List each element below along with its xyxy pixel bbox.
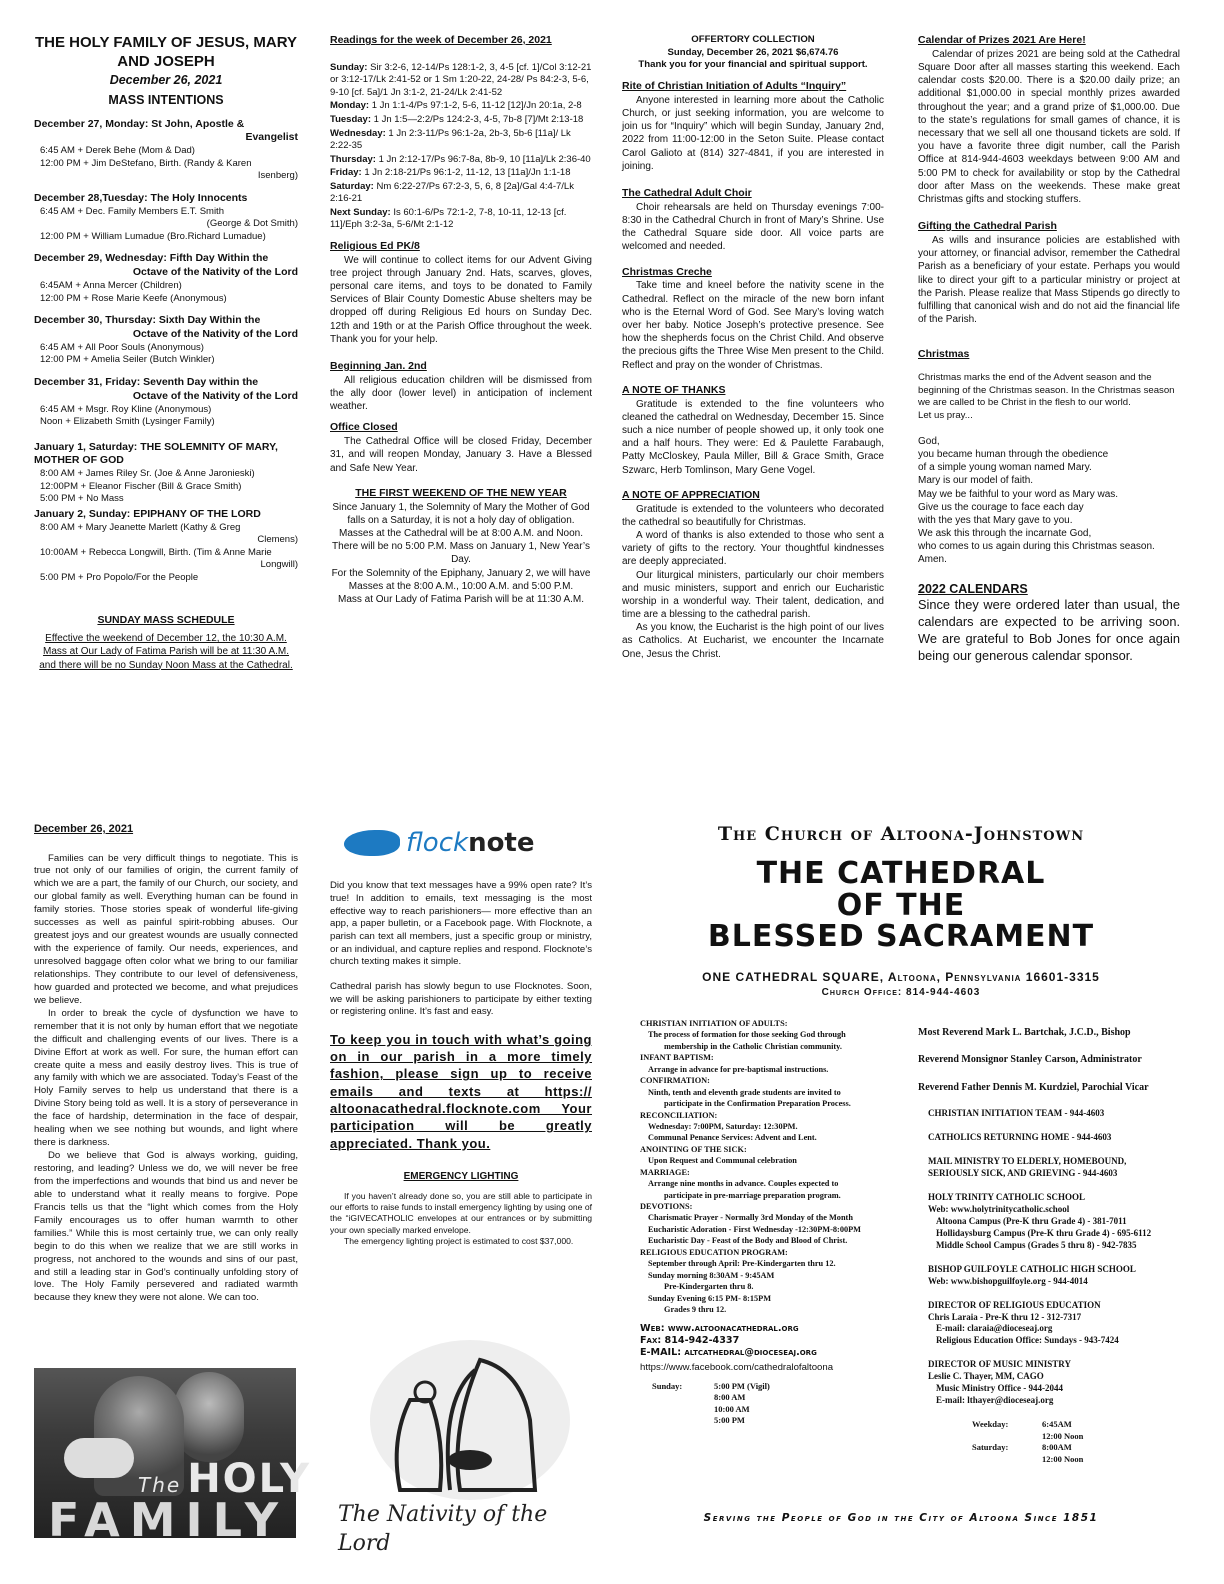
relig-ed-body: We will continue to collect items for our Advent Giving tree project through January 2nd. Hats, scarves, gloves, personal care items, and toys to be donated to Family Services of Blair County Domestic Abuse shelters may be dropped off during Religious Ed hours on Sunday Dec. 12th and 19th or at the Parish Office throughout the week. Thank you for your help.: [330, 254, 592, 345]
reading-row: [330, 207, 592, 232]
nativity-figures-icon: [330, 1340, 592, 1500]
reading-day: Next Sunday:: [330, 206, 391, 218]
mass-intention-donor: Isenberg): [257, 170, 298, 182]
office-closed-heading: Office Closed: [330, 421, 398, 434]
reading-row: [330, 181, 592, 206]
sacrament-line: Arrange in advance for pre-baptismal instructions.: [648, 1064, 829, 1074]
offertory-amount: Sunday, December 26, 2021 $6,674.76: [667, 46, 839, 58]
mass-intention-donor: Clemens): [257, 534, 298, 546]
mass-intention-donor: (George & Dot Smith): [206, 218, 298, 230]
prayer-line: God,: [918, 435, 940, 447]
sacrament-line: Grades 9 thru 12.: [664, 1304, 727, 1314]
church-office-phone: Church Office: 814-944-4603: [821, 987, 981, 998]
reading-row: [330, 154, 592, 167]
mass-intention-text: 10:00AM + Rebecca Longwill, Birth. (Tim & Anne Marie: [40, 546, 272, 558]
staff-line: Leslie C. Thayer, MM, CAGO: [928, 1371, 1044, 1382]
sacrament-line: Pre-Kindergarten thru 8.: [664, 1282, 754, 1292]
sacrament-line: Sunday Evening 6:15 PM- 8:15PM: [648, 1293, 772, 1303]
mass-intention-text: 6:45 AM + Dec. Family Members E.T. Smith: [40, 205, 224, 217]
staff-line: SERIOUSLY SICK, AND GRIEVING - 944-4603: [928, 1167, 1118, 1178]
mass-intention-donor: Longwill): [260, 559, 298, 571]
reading-day: Thursday:: [330, 153, 376, 165]
reflection-paragraph: Families can be very difficult things to negotiate. This is true not only of our families of origin, the current family of which we are a part, the family of our Church, our society, and our global family as well. Everything human can be found in family stories. Those stories speak of wonderful life-giving successes as well as painful spirit-robbing abuses. Our greatest joys and our greatest wounds are usually connected with the experience of family. Our needs, experiences, and unresolved baggage often color what we bring to our familiar relationships. They contribute to our level of defensiveness, how guarded and protected we become, and what prejudices we believe.: [34, 852, 298, 1006]
first-weekend-heading: THE FIRST WEEKEND OF THE NEW YEAR: [355, 486, 567, 499]
staff-line: Hollidaysburg Campus (Pre-K thru Grade 4) - 695-6112: [936, 1227, 1152, 1238]
mass-intention-row: [34, 354, 298, 367]
mass-intention-text: 12:00PM + Eleanor Fischer (Bill & Grace Smith): [40, 480, 242, 492]
staff-line: HOLY TRINITY CATHOLIC SCHOOL: [928, 1191, 1085, 1202]
mass-intention-row: [34, 522, 298, 547]
first-weekend-body: Since January 1, the Solemnity of Mary the Mother of God falls on a Saturday, it is not a holy day of obligation. Masses at the Cathedral will be at 8:00 A.M. and Noon. There will be no 5:00 P.M. Mass on January 1, New Year’s Day.: [332, 501, 590, 566]
appreciation-body-4: As you know, the Eucharist is the high point of our lives as Catholics. At Eucharist, we encounter the Incarnate One, Jesus the Christ.: [622, 622, 884, 660]
offertory-title: OFFERTORY COLLECTION: [691, 34, 815, 45]
reading-day: Monday:: [330, 100, 370, 112]
staff-group: [918, 1300, 1180, 1348]
bishop: Most Reverend Mark L. Bartchak, J.C.D., Bishop: [918, 1027, 1131, 1038]
facebook-link[interactable]: https://www.facebook.com/cathedralofaltoona: [640, 1362, 834, 1374]
sacrament-line: ANOINTING OF THE SICK:: [640, 1144, 747, 1154]
sacrament-line: MARRIAGE:: [640, 1167, 690, 1177]
thanks-heading: A NOTE OF THANKS: [622, 383, 726, 396]
offertory-thanks: Thank you for your financial and spiritual support.: [638, 59, 868, 71]
emergency-lighting-body-2: The emergency lighting project is estimated to cost $37,000.: [344, 1235, 574, 1246]
contact-block: [640, 1323, 910, 1359]
prayer-line: We ask this through the incarnate God,: [918, 528, 1092, 540]
staff-line: Religious Education Office: Sundays - 943-7424: [936, 1335, 1119, 1346]
reading-citations: Nm 6:22-27/Ps 67:2-3, 5, 6, 8 [2a]/Gal 4:4-7/Lk 2:16-21: [330, 180, 574, 205]
mass-intention-text: 6:45 AM + Msgr. Roy Kline (Anonymous): [40, 403, 212, 415]
holy-family-image: [34, 1368, 311, 1547]
reflection-paragraph: In order to break the cycle of dysfunction we have to remember that it is not only by human effort that we negotiate the difficult and challenging events of our lives. There is a Divine Effort at work as well. For sure, the human effort can create quite a mess and easily destroy lives. This is true of any family with which we are associated. Today’s Feast of the Holy Family serves to help us understand that there is a Divine Story being told as well. It is a story of perseverance in the face of hardship, determination in the face of despair, healing when we see nothing but wounds, and light where there is darkness.: [34, 1007, 298, 1149]
reading-day: Friday:: [330, 167, 362, 179]
administrator: Reverend Monsignor Stanley Carson, Administrator: [918, 1054, 1142, 1066]
mass-intentions-heading: MASS INTENTIONS: [108, 93, 224, 107]
mass-intention-text: 5:00 PM + Pro Popolo/For the People: [40, 571, 199, 583]
sacrament-line: RELIGIOUS EDUCATION PROGRAM:: [640, 1247, 788, 1257]
jan2-heading: January 2, Sunday: EPIPHANY OF THE LORD: [34, 507, 261, 520]
cathedral-title: THE CATHEDRAL OF THE BLESSED SACRAMENT: [707, 856, 1095, 954]
mass-intention-text: 12:00 PM + Jim DeStefano, Birth. (Randy & Karen: [40, 157, 252, 169]
mass-intention-text: 12:00 PM + Amelia Seiler (Butch Winkler): [40, 354, 215, 366]
reading-day: Tuesday:: [330, 113, 372, 125]
readings-list: [330, 62, 592, 232]
staff-line: CHRISTIAN INITIATION TEAM - 944-4603: [928, 1107, 1105, 1118]
mass-intention-row: [34, 231, 298, 244]
prizes-body: Calendar of prizes 2021 are being sold at the Cathedral Square Door after all masses starting this weekend. Each calendar costs $20.00. There is a $20.00 daily prize; an additional $1,000.00 in special monthly prizes awarded throughout the year; and a grand prize of $1,000.00. Due to the state’s regulations for small games of chance, it is necessary that we sell all one thousand tickets are sold. If you have a favorite three digit number, call the Parish Office at 814-944-4603 weekdays between 9:00 AM and 5:00 PM to check for availability or stop by the Cathedral door after Mass on the weekends. These make great Christmas gifts and stocking stuffers.: [918, 48, 1180, 205]
choir-body: Choir rehearsals are held on Thursday evenings 7:00-8:30 in the Cathedral Church in front of Mary’s Shrine. Use the Cathedral Square side door. All voice parts are welcomed and needed.: [622, 201, 884, 253]
prizes-heading: Calendar of Prizes 2021 Are Here!: [918, 34, 1086, 46]
mass-intention-text: 12:00 PM + William Lumadue (Bro.Richard Lumadue): [40, 230, 266, 242]
sunday-schedule-heading: SUNDAY MASS SCHEDULE: [97, 614, 235, 627]
reflection-date: December 26, 2021: [34, 823, 134, 835]
jan1-heading: January 1, Saturday: THE SOLEMNITY OF MARY, MOTHER OF GOD: [34, 440, 278, 467]
reflection-body: [34, 853, 298, 1306]
reading-row: [330, 114, 592, 127]
prayer-line: of a simple young woman named Mary.: [918, 462, 1092, 474]
child-figure: [64, 1438, 134, 1478]
sunday-masses: Sunday: 5:00 PM (Vigil) 8:00 AM 10:00 AM 5:00 PM: [640, 1381, 910, 1427]
rcia-heading: Rite of Christian Initiation of Adults “Inquiry”: [622, 79, 847, 92]
mass-intention-text: 8:00 AM + James Riley Sr. (Joe & Anne Jaronieski): [40, 468, 255, 480]
sacrament-line: Charismatic Prayer - Normally 3rd Monday of the Month: [648, 1213, 853, 1223]
sacrament-line: Ninth, tenth and eleventh grade students are invited to: [648, 1087, 841, 1097]
mass-intention-text: 12:00 PM + Rose Marie Keefe (Anonymous): [40, 292, 227, 304]
staff-line: Music Ministry Office - 944-2044: [936, 1383, 1063, 1394]
staff-group: [918, 1108, 1180, 1120]
staff-directory: [918, 1026, 1180, 1465]
mass-intention-row: [34, 145, 298, 158]
sacrament-line: Upon Request and Communal celebration: [648, 1156, 797, 1166]
mass-intention-row: [34, 481, 298, 494]
announcements-column: [622, 34, 884, 774]
day-heading-text: December 31, Friday: Seventh Day within the: [34, 375, 259, 388]
day-heading-subtitle: Octave of the Nativity of the Lord: [132, 266, 298, 279]
day-heading-subtitle: Evangelist: [245, 131, 298, 144]
nativity-tagline: The Nativity of the Lord: [338, 1502, 548, 1557]
rcia-body: Anyone interested in learning more about the Catholic Church, or just seeking information, you are welcome to join us for “Inquiry” which will begin Sunday, January 2nd, 2022 from 11:00-12:00 in the Seton Suite. Please contact Carol Galioto at (814) 327-4841, if you are interested in joining.: [622, 94, 884, 172]
feast-date: December 26, 2021: [109, 72, 223, 87]
sacrament-line: CONFIRMATION:: [640, 1076, 710, 1086]
mass-intention-text: 6:45 AM + Derek Behe (Mom & Dad): [40, 145, 195, 157]
reading-row: [330, 62, 592, 100]
staff-group: [918, 1359, 1180, 1407]
emergency-lighting-body-1: If you haven’t already done so, you are still able to participate in our efforts to raise funds to install emergency lighting by using one of the “iGIVECATHOLIC envelopes at our entrances or by submitting your own specially marked envelope.: [330, 1191, 592, 1235]
serving-tagline: Serving the People of God in the City of Altoona Since 1851: [703, 1512, 1099, 1524]
calendars-heading: 2022 CALENDARS: [918, 581, 1028, 596]
mass-intention-text: 8:00 AM + Mary Jeanette Marlett (Kathy & Greg: [40, 521, 241, 533]
reading-day: Saturday:: [330, 180, 374, 192]
mass-intention-day-heading: [34, 118, 298, 146]
reading-citations: Sir 3:2-6, 12-14/Ps 128:1-2, 3, 4-5 [cf. 1]/Col 3:12-21 or 3:12-17/Lk 2:41-52 or 1 Sm 1:20-22, 24-28/ Ps 84:2-3, 5-6, 9-10 [cf. 5a]/1 Jn 3:1-2, 21-24/Lk 2:41-52: [330, 61, 592, 98]
mass-intention-text: Noon + Elizabeth Smith (Lysinger Family): [40, 416, 215, 428]
appreciation-body-3: Our liturgical ministers, particularly our choir members and music ministers, support and enrich our Eucharistic worship in a wonderful way. Their talent, dedication, and time are a blessing to the cathedral parish.: [622, 569, 884, 621]
mass-intention-row: [34, 493, 298, 506]
christmas-let-us-pray: Let us pray...: [918, 410, 973, 422]
cathedral-address: ONE CATHEDRAL SQUARE, Altoona, Pennsylvania 16601-3315: [702, 970, 1100, 984]
saturday-mass-time: 12:00 Noon: [1042, 1453, 1084, 1464]
mass-intention-days: [34, 118, 298, 429]
mass-intention-day-heading: [34, 192, 298, 206]
calendars-body: Since they were ordered later than usual, the calendars are expected to be arriving soon. We are grateful to Bob Jones for once again being our generous calendar sponsor.: [918, 597, 1180, 663]
sacrament-line: Wednesday: 7:00PM, Saturday: 12:30PM.: [648, 1121, 798, 1131]
gifting-body: As wills and insurance policies are established with your attorney, or financial advisor, remember the Cathedral Parish as a beneficiary of your estate. Perhaps you would like to direct your gift to a particular ministry or project at the Parish. Please realize that Mass Stipends go directly to fulfilling that canonical wish and do not aid the financial life of the Parish.: [918, 234, 1180, 326]
staff-line: BISHOP GUILFOYLE CATHOLIC HIGH SCHOOL: [928, 1263, 1136, 1274]
staff-line: Web: www.bishopguilfoyle.org - 944-4014: [928, 1275, 1088, 1286]
staff-line: DIRECTOR OF MUSIC MINISTRY: [928, 1359, 1071, 1370]
church-of-altoona-johnstown: The Church of Altoona-Johnstown: [717, 823, 1085, 845]
beginning-heading: Beginning Jan. 2nd: [330, 359, 427, 372]
staff-group: [918, 1156, 1180, 1180]
sunday-mass-time: 10:00 AM: [714, 1403, 750, 1414]
sacrament-line: RECONCILIATION:: [640, 1110, 718, 1120]
sacrament-line: CHRISTIAN INITIATION OF ADULTS:: [640, 1019, 788, 1028]
flocknote-column: [330, 822, 592, 1342]
website-link[interactable]: Web: www.altoonacathedral.org: [640, 1323, 799, 1335]
jan1-rows: [34, 468, 298, 506]
staff-line: CATHOLICS RETURNING HOME - 944-4603: [928, 1131, 1112, 1142]
gifting-heading: Gifting the Cathedral Parish: [918, 220, 1057, 233]
prayer-line: with the yes that Mary gave to you.: [918, 514, 1073, 526]
christmas-prayer: [918, 435, 1180, 567]
prayer-line: Give us the courage to face each day: [918, 501, 1084, 513]
prizes-column: [918, 34, 1180, 774]
staff-line: E-mail: lthayer@dioceseaj.org: [936, 1395, 1054, 1406]
thanks-body: Gratitude is extended to the fine volunteers who cleaned the cathedral on Wednesday, December 15. Since such a nice number of people showed up, it only took one and a half hours. They were: Ed & Paulette Farabaugh, Patty McCloskey, Paula Miller, Bill & Grace Smith, Grace Szwarc, Herb Tomlinson, Mary Gene Vogel.: [622, 398, 884, 476]
staff-line: Chris Laraia - Pre-K thru 12 - 312-7317: [928, 1311, 1082, 1322]
staff-line: Middle School Campus (Grades 5 thru 8) - 942-7835: [936, 1239, 1137, 1250]
christmas-heading: Christmas: [918, 348, 970, 361]
feast-title: THE HOLY FAMILY OF JESUS, MARY AND JOSEPH: [34, 34, 297, 70]
mass-intention-row: [34, 293, 298, 306]
sunday-schedule-body: Effective the weekend of December 12, the 10:30 A.M. Mass at Our Lady of Fatima Parish will be at 11:30 A.M. and there will be no Sunday Noon Mass at the Cathedral.: [39, 633, 293, 671]
sacrament-line: participate in the Confirmation Preparation Process.: [664, 1099, 851, 1109]
mass-intention-row: [34, 404, 298, 417]
beginning-body: All religious education children will be dismissed from the ally door (lower level) in anticipation of inclement weather.: [330, 374, 592, 413]
mass-intention-row: [34, 206, 298, 231]
staff-line: Altoona Campus (Pre-K thru Grade 4) - 381-7011: [936, 1215, 1127, 1226]
sacrament-line: membership in the Catholic Christian community.: [664, 1041, 842, 1051]
appreciation-body-2: A word of thanks is also extended to those who sent a variety of gifts to the rectory. Your thoughtful kindnesses are deeply appreciated.: [622, 529, 884, 568]
reading-citations: 1 Jn 2:18-21/Ps 96:1-2, 11-12, 13 [11a]/Jn 1:1-18: [361, 167, 571, 179]
sacrament-line: Communal Penance Services: Advent and Lent.: [648, 1133, 817, 1143]
choir-heading: The Cathedral Adult Choir: [622, 186, 752, 199]
flocknote-bird-icon: [344, 830, 400, 856]
flocknote-signup: To keep you in touch with what’s going on in our parish in a more timely fashion, please sign up to receive emails and texts at https:// altoonacathedral.flocknote.com Your participation will be greatly appreciated. Thank you.: [330, 1031, 592, 1151]
staff-line: Web: www.holytrinitycatholic.school: [928, 1203, 1070, 1214]
reading-row: [330, 100, 592, 113]
day-heading-text: December 28,Tuesday: The Holy Innocents: [34, 191, 248, 204]
flocknote-para-2: Cathedral parish has slowly begun to use Flocknotes. Soon, we will be asking parishioners to participate by either texting or registering online. It’s fast and easy.: [330, 980, 592, 1018]
reflection-column: [34, 822, 298, 1362]
prayer-line: Mary is our model of faith.: [918, 475, 1034, 487]
fax-number: Fax: 814-942-4337: [640, 1335, 740, 1347]
emergency-lighting-heading: EMERGENCY LIGHTING: [403, 1170, 519, 1182]
mass-intention-row: [34, 158, 298, 183]
reading-day: Wednesday:: [330, 127, 386, 139]
office-closed-body: The Cathedral Office will be closed Friday, December 31, and will reopen Monday, January 3. Have a Blessed and Safe New Year.: [330, 436, 592, 474]
weekday-masses: Weekday: 6:45AM 12:00 Noon Saturday: 8:00AM 12:00 Noon: [918, 1419, 1180, 1465]
jan2-rows: [34, 522, 298, 585]
staff-group: [918, 1192, 1180, 1252]
creche-heading: Christmas Creche: [622, 265, 712, 278]
sacraments-list: [640, 1018, 910, 1426]
sacrament-line: DEVOTIONS:: [640, 1202, 693, 1211]
reading-citations: 1 Jn 1:5—2:2/Ps 124:2-3, 4-5, 7b-8 [7]/Mt 2:13-18: [371, 113, 584, 125]
day-heading-text: December 30, Thursday: Sixth Day Within the: [34, 314, 261, 327]
joseph-figure: [174, 1372, 244, 1462]
christmas-block: [918, 372, 1180, 567]
nativity-image: [330, 1340, 592, 1557]
mass-intention-row: [34, 468, 298, 481]
reading-citations: Is 60:1-6/Ps 72:1-2, 7-8, 10-11, 12-13 [cf. 11]/Eph 3:2-3a, 5-6/Mt 2:1-12: [330, 206, 567, 231]
mass-intention-text: 6:45AM + Anna Mercer (Children): [40, 279, 182, 291]
offertory-block: [622, 34, 884, 72]
first-weekend-body-3: Mass at Our Lady of Fatima Parish will be at 11:30 A.M.: [337, 593, 585, 605]
sacrament-line: September through April: Pre-Kindergarten thru 12.: [648, 1259, 836, 1269]
prayer-line: you became human through the obedience: [918, 448, 1109, 460]
christmas-body: Christmas marks the end of the Advent season and the beginning of the Christmas season. In the Christmas season we are called to be Christ in the flesh to our world.: [918, 372, 1175, 409]
staff-line: E-mail: claraia@dioceseaj.org: [936, 1323, 1053, 1334]
mass-intentions-column: [34, 34, 298, 774]
flocknote-para-1: Did you know that text messages have a 99% open rate? It’s true! In addition to emails, text messaging is the most effective way to reach parishioners— more effective than an app, a paper bulletin, or a Facebook page. With Flocknote, a parish can text all members, just a specific group or ministry, or an individual, and capture replies and respond. Flocknote’s church texting makes it simple.: [330, 880, 592, 968]
reflection-paragraph: Do we believe that God is always working, guiding, restoring, and leading? Unless we do, we will never be free from the imperfections and wounds that bind us and never be able to understand what it really means to forgive. Pope Francis tells us that the “light which comes from the Holy Family encourages us to offer human warmth to other families.” While this is most certainly true, we can only really begin to do this when we realize that we are still works in progress, not anchored to the wounds and sins of our past, and still a leading star in God’s continually unfolding story of love. The Holy Family persevered and radiated warmth because they knew they were not alone. We can too.: [34, 1150, 298, 1304]
day-heading-text: December 27, Monday: St John, Apostle &: [34, 117, 245, 130]
reading-day: Sunday:: [330, 61, 368, 73]
prayer-line: May we be faithful to your word as Mary was.: [918, 488, 1119, 500]
mass-intention-text: 5:00 PM + No Mass: [40, 493, 124, 505]
sunday-mass-time: 5:00 PM (Vigil): [714, 1380, 770, 1391]
reading-citations: 1 Jn 2:3-11/Ps 96:1-2a, 2b-3, 5b-6 [11a]/ Lk 2:22-35: [330, 127, 571, 152]
sacrament-line: The process of formation for those seeking God through: [648, 1030, 846, 1040]
flocknote-logo: flocknote: [344, 826, 592, 860]
saturday-mass-time: 8:00AM: [1042, 1442, 1072, 1453]
staff-line: MAIL MINISTRY TO ELDERLY, HOMEBOUND,: [928, 1155, 1127, 1166]
reading-citations: 1 Jn 2:12-17/Ps 96:7-8a, 8b-9, 10 [11a]/Lk 2:36-40: [375, 153, 591, 165]
sacrament-line: Sunday morning 8:30AM - 9:45AM: [648, 1270, 775, 1280]
appreciation-heading: A NOTE OF APPRECIATION: [622, 488, 760, 501]
day-heading-subtitle: Octave of the Nativity of the Lord: [132, 327, 298, 340]
holy-family-image-text-holy: The HOLY: [138, 1456, 311, 1502]
parochial-vicar: Reverend Father Dennis M. Kurdziel, Parochial Vicar: [918, 1081, 1149, 1093]
first-weekend-body-2: For the Solemnity of the Epiphany, January 2, we will have Masses at the 8:00 A.M., 10:00 A.M. and 5:00 P.M.: [331, 567, 591, 592]
mass-intention-row: [34, 342, 298, 355]
sacrament-line: Arrange nine months in advance. Couples expected to: [648, 1179, 839, 1189]
mass-intention-day-heading: [34, 314, 298, 342]
email-link[interactable]: E-MAIL: altcathedral@dioceseaj.org: [640, 1347, 817, 1359]
holy-family-image-text-family: FAMILY: [48, 1493, 289, 1547]
reading-row: [330, 167, 592, 180]
creche-body: Take time and kneel before the nativity scene in the Cathedral. Reflect on the miracle of the new born infant who is the Eternal Word of God. See Mary’s loving watch over her baby. Notice Joseph’s protective presence. See how the shepherds focus on the Christ Child. And observe the precious gifts the Three Wise Men present to the Child. Reflect and pray on the wonder of Christmas.: [622, 280, 884, 371]
appreciation-body-1: Gratitude is extended to the volunteers who decorated the cathedral so beautifully for Christmas.: [622, 503, 884, 528]
weekday-mass-time: 6:45AM: [1042, 1419, 1072, 1430]
sacrament-line: Eucharistic Day - Feast of the Body and Blood of Christ.: [648, 1236, 848, 1246]
reading-citations: 1 Jn 1:1-4/Ps 97:1-2, 5-6, 11-12 [12]/Jn 20:1a, 2-8: [369, 100, 582, 112]
mass-intention-row: [34, 416, 298, 429]
mass-intention-text: 6:45 AM + All Poor Souls (Anonymous): [40, 341, 204, 353]
weekday-mass-time: 12:00 Noon: [1042, 1430, 1084, 1441]
prayer-line: Amen.: [918, 554, 947, 566]
sunday-mass-time: 5:00 PM: [714, 1414, 745, 1425]
mass-intention-day-heading: [34, 252, 298, 280]
mass-intention-row: [34, 547, 298, 572]
staff-group: [918, 1264, 1180, 1288]
prayer-line: who comes to us again during this Christmas season.: [918, 541, 1155, 553]
day-heading-subtitle: Octave of the Nativity of the Lord: [132, 389, 298, 402]
staff-group: [918, 1132, 1180, 1144]
readings-column: [330, 34, 592, 774]
mass-intention-day-heading: [34, 376, 298, 404]
reading-row: [330, 128, 592, 153]
sacrament-line: Eucharistic Adoration - First Wednesday -12:30PM-8:00PM: [648, 1224, 862, 1234]
mass-intention-row: [34, 280, 298, 293]
sacrament-line: INFANT BAPTISM:: [640, 1053, 714, 1063]
sacrament-line: participate in pre-marriage preparation program.: [664, 1190, 841, 1200]
sunday-mass-time: 8:00 AM: [714, 1392, 746, 1403]
readings-heading: Readings for the week of December 26, 2021: [330, 34, 552, 46]
mass-intention-row: [34, 572, 298, 585]
day-heading-text: December 29, Wednesday: Fifth Day Within the: [34, 252, 269, 265]
relig-ed-heading: Religious Ed PK/8: [330, 239, 420, 252]
staff-line: DIRECTOR OF RELIGIOUS EDUCATION: [928, 1299, 1101, 1310]
